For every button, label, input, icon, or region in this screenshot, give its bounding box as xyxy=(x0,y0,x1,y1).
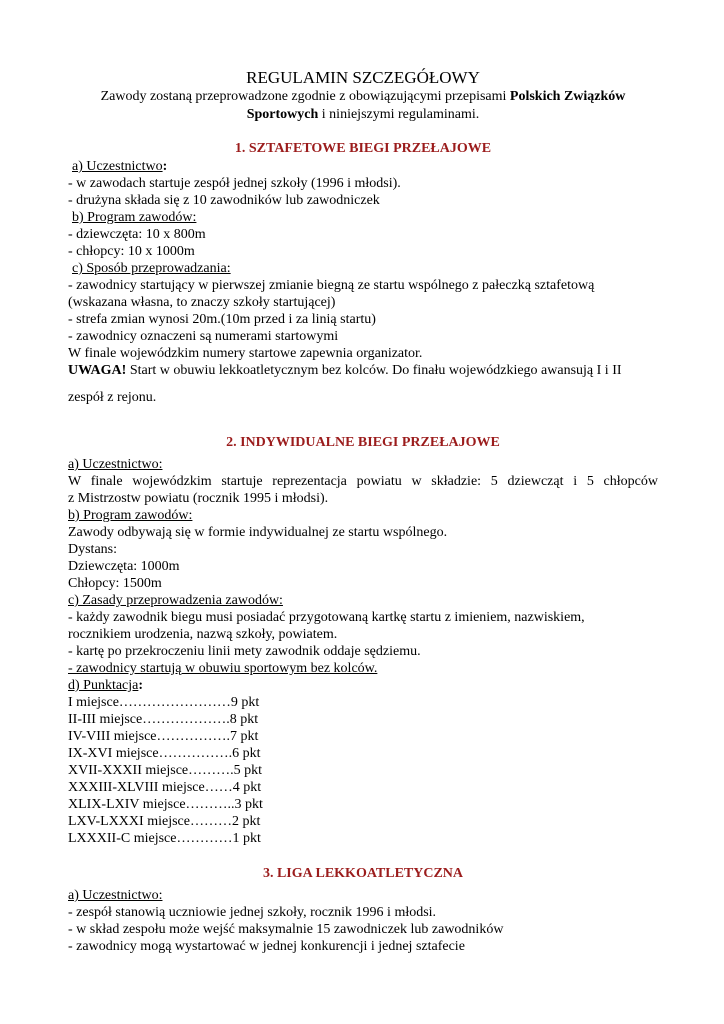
points-row-8: LXV-LXXXI miejsce………2 pkt xyxy=(68,814,261,829)
intro-bold-1: Polskich Związków xyxy=(509,89,626,104)
section1-c-line-2: (wskazana własna, to znaczy szkoły startującej) xyxy=(68,295,336,310)
section1-c-line-1: - zawodnicy startujący w pierwszej zmianie biegną ze startu wspólnego z pałeczką sztafetową xyxy=(68,278,595,293)
section1-a-line-1: - w zawodach startuje zespół jednej szkoły (1996 i młodsi). xyxy=(68,176,401,191)
points-row-7: XLIX-LXIV miejsce………..3 pkt xyxy=(68,797,263,812)
intro-text-1: Zawody zostaną przeprowadzone zgodnie z obowiązującymi przepisami xyxy=(100,89,510,104)
section1-a-label: a) Uczestnictwo: xyxy=(72,159,168,174)
section2-a-label: a) Uczestnictwo: xyxy=(68,457,163,472)
section3-a-line-3: - zawodnicy mogą wystartować w jednej konkurencji i jednej sztafecie xyxy=(68,939,465,954)
intro-text-2: i niniejszymi regulaminami. xyxy=(318,107,480,122)
section2-b-label: b) Program zawodów: xyxy=(68,508,193,523)
section1-b-label: b) Program zawodów: xyxy=(72,210,197,225)
section2-b-line-3: Dziewczęta: 1000m xyxy=(68,559,180,574)
points-row-4: IX-XVI miejsce…………….6 pkt xyxy=(68,746,261,761)
section1-b-line-2: - chłopcy: 10 x 1000m xyxy=(68,244,195,259)
intro-bold-2: Sportowych xyxy=(246,107,319,122)
section1-c-line-4: - zawodnicy oznaczeni są numerami startowymi xyxy=(68,329,339,344)
section1-warning: UWAGA! Start w obuwiu lekkoatletycznym bez kolców. Do finału wojewódzkiego awansują I i II xyxy=(68,363,622,378)
points-row-5: XVII-XXXII miejsce……….5 pkt xyxy=(68,763,263,778)
section2-c-line-1: - każdy zawodnik biegu musi posiadać przygotowaną kartkę startu z imieniem, nazwiskiem, xyxy=(68,610,585,625)
section3-a-line-2: - w skład zespołu może wejść maksymalnie 15 zawodniczek lub zawodników xyxy=(68,922,504,937)
points-row-3: IV-VIII miejsce…………….7 pkt xyxy=(68,729,259,744)
section1-c-label: c) Sposób przeprowadzania: xyxy=(72,261,231,276)
points-row-6: XXXIII-XLVIII miejsce……4 pkt xyxy=(68,780,262,795)
section2-c-label: c) Zasady przeprowadzenia zawodów: xyxy=(68,593,283,608)
section1-c-line-3: - strefa zmian wynosi 20m.(10m przed i za linią startu) xyxy=(68,312,376,327)
section2-b-line-2: Dystans: xyxy=(68,542,117,557)
points-row-9: LXXXII-C miejsce…………1 pkt xyxy=(68,831,261,846)
section2-a-text-2: z Mistrzostw powiatu (rocznik 1995 i młodsi). xyxy=(68,491,329,506)
section1-heading: 1. SZTAFETOWE BIEGI PRZEŁAJOWE xyxy=(234,141,492,156)
section2-c-line-2: rocznikiem urodzenia, nazwą szkoły, powiatem. xyxy=(68,627,338,642)
section1-c-line-5: W finale wojewódzkim numery startowe zapewnia organizator. xyxy=(68,346,423,361)
points-row-2: II-III miejsce……………….8 pkt xyxy=(68,712,259,727)
section1-b-line-1: - dziewczęta: 10 x 800m xyxy=(68,227,206,242)
document-title: REGULAMIN SZCZEGÓŁOWY xyxy=(246,68,480,87)
document-page xyxy=(68,68,658,955)
section2-c-line-3: - kartę po przekroczeniu linii mety zawodnik oddaje sędziemu. xyxy=(68,644,421,659)
warning-label: UWAGA! xyxy=(68,363,127,378)
section2-b-line-1: Zawody odbywają się w formie indywidualnej ze startu wspólnego. xyxy=(68,525,448,540)
intro-paragraph xyxy=(68,88,658,124)
section3-heading: 3. LIGA LEKKOATLETYCZNA xyxy=(262,866,464,881)
section1-warning-cont: zespół z rejonu. xyxy=(68,390,157,405)
section2-b-line-4: Chłopcy: 1500m xyxy=(68,576,162,591)
section2-d-label: d) Punktacja: xyxy=(68,678,144,693)
section1-a-line-2: - drużyna składa się z 10 zawodników lub zawodniczek xyxy=(68,193,380,208)
section2-a-text-1: W finale wojewódzkim startuje reprezentacja powiatu w składzie: 5 dziewcząt i 5 chłopców xyxy=(68,474,658,489)
section3-a-label: a) Uczestnictwo: xyxy=(68,888,163,903)
points-row-1: I miejsce……………………9 pkt xyxy=(68,695,260,710)
section3-a-line-1: - zespół stanowią uczniowie jednej szkoły, rocznik 1996 i młodsi. xyxy=(68,905,437,920)
section2-heading: 2. INDYWIDUALNE BIEGI PRZEŁAJOWE xyxy=(226,435,500,450)
section2-c-last: - zawodnicy startują w obuwiu sportowym bez kolców. xyxy=(68,661,378,676)
